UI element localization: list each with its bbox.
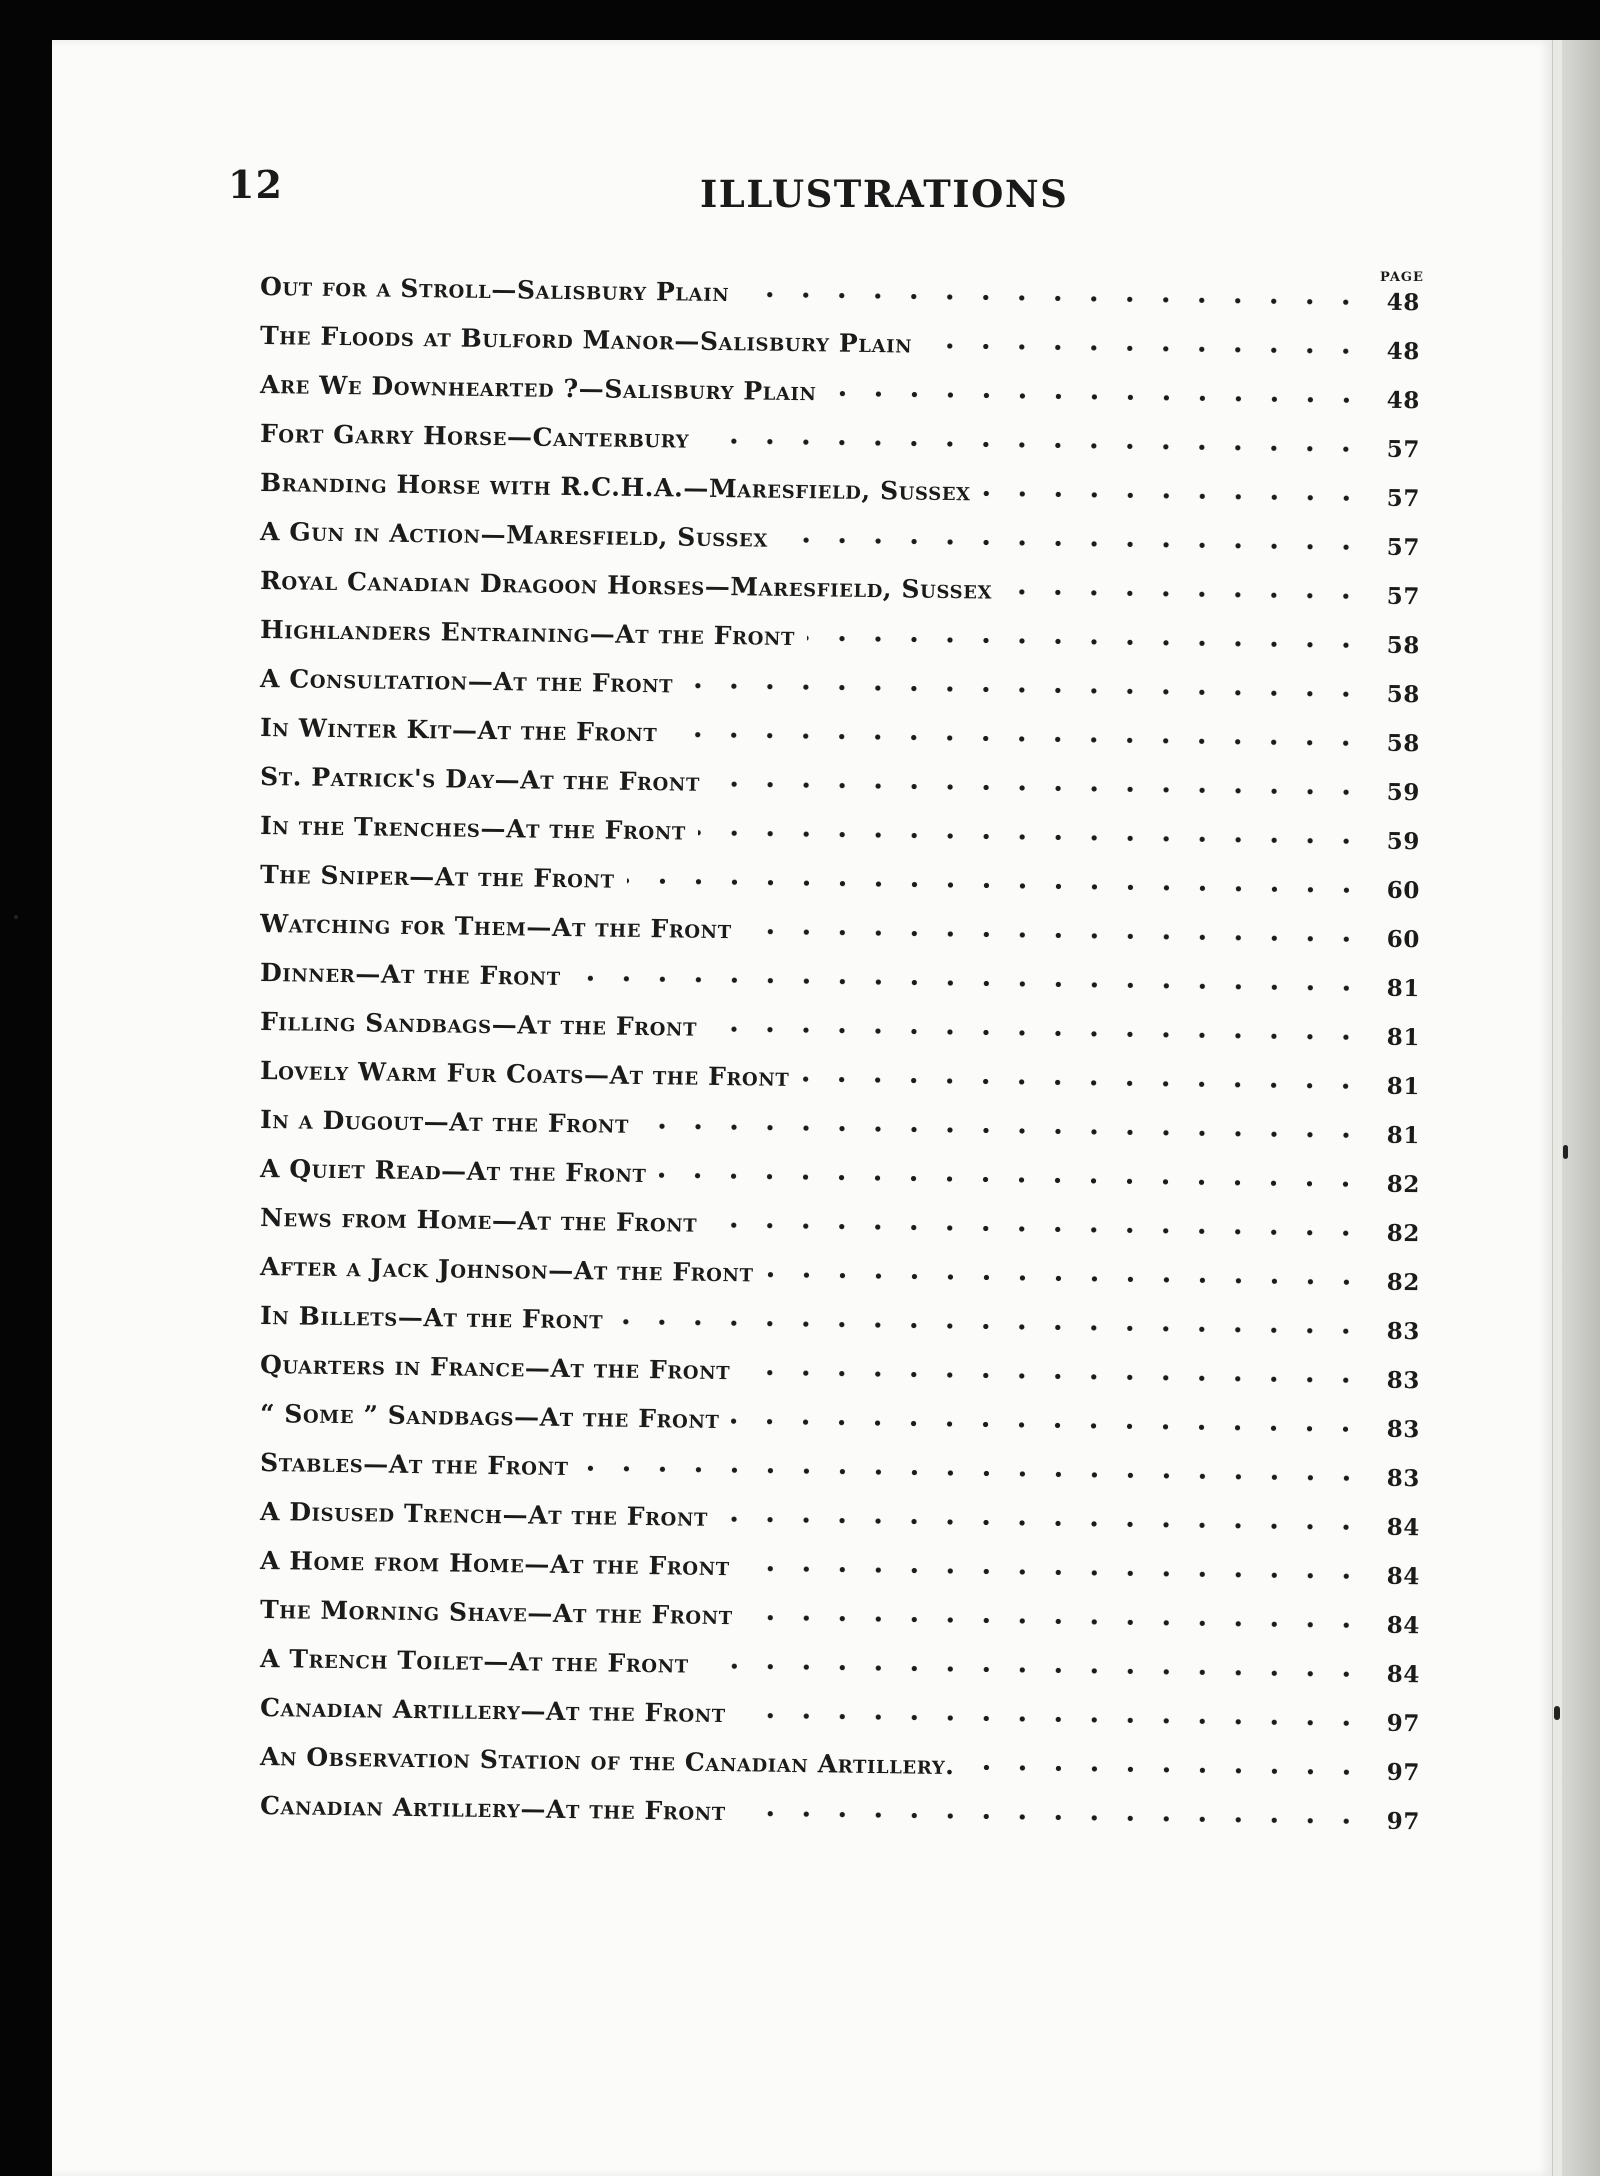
- entry-title: A Quiet Read—At the Front: [259, 1154, 647, 1189]
- entry-title: Filling Sandbags—At the Front: [259, 1007, 698, 1042]
- entry-page: 59: [1386, 778, 1421, 807]
- entry-title: “ Some ” Sandbags—At the Front: [259, 1399, 720, 1435]
- dot-leader: [615, 1319, 1364, 1335]
- entry-page: 97: [1386, 1709, 1421, 1738]
- dot-leader: [709, 1026, 1364, 1041]
- dot-leader: [741, 291, 1364, 305]
- entry-title: The Floods at Bulford Manor—Salisbury Plain: [259, 321, 913, 359]
- list-item: [260, 1399, 1420, 1454]
- dot-leader: [658, 1172, 1364, 1187]
- entry-page: 48: [1386, 386, 1421, 415]
- entry-page: 60: [1386, 925, 1421, 954]
- list-item: [260, 664, 1420, 719]
- entry-page: 58: [1386, 680, 1421, 709]
- entry-title: Canadian Artillery—At the Front: [259, 1791, 726, 1827]
- dot-leader: [1004, 589, 1364, 600]
- entry-page: 82: [1386, 1170, 1421, 1199]
- dot-leader: [712, 781, 1364, 796]
- entry-page: 97: [1386, 1807, 1421, 1836]
- list-item: [260, 1007, 1420, 1062]
- entry-page: 81: [1386, 1023, 1421, 1052]
- entry-page: 83: [1386, 1366, 1421, 1395]
- list-item: [260, 1203, 1420, 1258]
- list-item: [260, 811, 1420, 866]
- entry-title: A Consultation—At the Front: [259, 664, 674, 699]
- list-item: [260, 958, 1420, 1013]
- entry-title: In Winter Kit—At the Front: [259, 713, 658, 748]
- list-item: [260, 1644, 1420, 1699]
- dot-leader: [829, 390, 1364, 403]
- entry-title: The Morning Shave—At the Front: [259, 1595, 733, 1631]
- list-item: [260, 1595, 1420, 1650]
- dot-leader: [627, 878, 1364, 894]
- list-item: [260, 370, 1420, 425]
- entry-page: 83: [1386, 1317, 1421, 1346]
- scan-speck: [14, 915, 18, 919]
- dot-leader: [698, 830, 1364, 845]
- entry-page: 58: [1386, 631, 1421, 660]
- entry-title: In Billets—At the Front: [259, 1301, 604, 1335]
- entry-title: After a Jack Johnson—At the Front: [259, 1252, 754, 1288]
- dot-leader: [742, 1369, 1364, 1383]
- entry-page: 97: [1386, 1758, 1421, 1787]
- list-item: [260, 1497, 1420, 1552]
- dot-leader: [573, 975, 1364, 991]
- scan-speck: [1554, 1706, 1560, 1720]
- entry-page: 81: [1386, 1072, 1421, 1101]
- list-item: [260, 762, 1420, 817]
- dot-leader: [720, 1516, 1364, 1530]
- list-item: [260, 419, 1420, 474]
- entry-page: 84: [1386, 1513, 1421, 1542]
- entry-title: Branding Horse with R.C.H.A.—Maresfield, Sussex: [259, 468, 971, 507]
- list-item: [260, 321, 1420, 376]
- entry-page: 82: [1386, 1268, 1421, 1297]
- dot-leader: [709, 1222, 1364, 1237]
- list-item: [260, 1546, 1420, 1601]
- entry-title: Quarters in France—At the Front: [259, 1350, 731, 1386]
- entry-title: News from Home—At the Front: [259, 1203, 698, 1238]
- list-item: [260, 468, 1420, 523]
- list-item: [260, 1791, 1420, 1846]
- entry-title: A Gun in Action—Maresfield, Sussex: [259, 517, 769, 553]
- entry-title: A Trench Toilet—At the Front: [259, 1644, 689, 1679]
- list-item: [260, 1056, 1420, 1111]
- dot-leader: [581, 1465, 1364, 1481]
- dot-leader: [731, 1418, 1364, 1432]
- entry-page: 57: [1386, 582, 1421, 611]
- entry-title: In the Trenches—At the Front: [259, 811, 687, 846]
- list-item: [260, 1448, 1420, 1503]
- page-column-label: PAGE: [1380, 270, 1424, 285]
- entry-page: 83: [1386, 1415, 1421, 1444]
- dot-leader: [744, 928, 1364, 942]
- entry-page: 60: [1386, 876, 1421, 905]
- list-item: [260, 1742, 1420, 1797]
- entry-title: The Sniper—At the Front: [259, 860, 615, 894]
- entry-page: 82: [1386, 1219, 1421, 1248]
- list-item: [260, 1301, 1420, 1356]
- entry-page: 48: [1386, 337, 1421, 366]
- list-item: [260, 1154, 1420, 1209]
- dot-leader: [685, 683, 1364, 698]
- entry-title: Out for a Stroll—Salisbury Plain: [259, 272, 730, 308]
- dot-leader: [738, 1712, 1364, 1726]
- dot-leader: [924, 343, 1364, 355]
- list-item: [260, 1252, 1420, 1307]
- list-item: [260, 713, 1420, 768]
- entry-title: Highlanders Entraining—At the Front: [259, 615, 796, 652]
- dot-leader: [966, 1764, 1363, 1775]
- entry-page: 57: [1386, 484, 1421, 513]
- entry-page: 84: [1386, 1660, 1421, 1689]
- list-item: [260, 1105, 1420, 1160]
- entry-title: Fort Garry Horse—Canterbury: [259, 419, 690, 454]
- entry-page: 59: [1386, 827, 1421, 856]
- entry-title: Stables—At the Front: [259, 1448, 569, 1482]
- dot-leader: [701, 1663, 1364, 1678]
- list-item: [260, 860, 1420, 915]
- entry-page: 84: [1386, 1562, 1421, 1591]
- entry-title: A Home from Home—At the Front: [259, 1546, 730, 1582]
- entry-page: 57: [1386, 533, 1421, 562]
- entry-title: An Observation Station of the Canadian Artillery.: [259, 1742, 955, 1781]
- entry-page: 58: [1386, 729, 1421, 758]
- list-item: [260, 1350, 1420, 1405]
- dot-leader: [742, 1565, 1364, 1579]
- page-number: 12: [228, 162, 283, 207]
- entry-title: Royal Canadian Dragoon Horses—Maresfield, Sussex: [259, 566, 993, 605]
- entry-title: In a Dugout—At the Front: [259, 1105, 630, 1139]
- entry-page: 83: [1386, 1464, 1421, 1493]
- dot-leader: [641, 1123, 1364, 1138]
- dot-leader: [669, 731, 1364, 746]
- dot-leader: [701, 438, 1364, 453]
- dot-leader: [983, 490, 1364, 501]
- list-item: [260, 566, 1420, 621]
- dot-leader: [780, 537, 1364, 551]
- entry-title: A Disused Trench—At the Front: [259, 1497, 709, 1532]
- entry-title: St. Patrick's Day—At the Front: [259, 762, 701, 797]
- list-item: [260, 272, 1420, 327]
- dot-leader: [738, 1810, 1364, 1824]
- list-item: [260, 517, 1420, 572]
- page-title: ILLUSTRATIONS: [700, 172, 1069, 216]
- entry-title: Are We Downhearted ?—Salisbury Plain: [259, 370, 817, 407]
- entry-page: 81: [1386, 1121, 1421, 1150]
- list-item: [260, 1693, 1420, 1748]
- entry-title: Dinner—At the Front: [259, 958, 561, 991]
- scan-speck: [1563, 1145, 1568, 1159]
- entry-title: Lovely Warm Fur Coats—At the Front: [259, 1056, 790, 1092]
- dot-leader: [801, 1076, 1364, 1089]
- dot-leader: [745, 1614, 1364, 1628]
- list-item: [260, 615, 1420, 670]
- entry-page: 48: [1386, 288, 1421, 317]
- list-item: [260, 909, 1420, 964]
- entry-title: Canadian Artillery—At the Front: [259, 1693, 726, 1729]
- entry-page: 84: [1386, 1611, 1421, 1640]
- dot-leader: [807, 635, 1364, 648]
- entry-page: 81: [1386, 974, 1421, 1003]
- entry-title: Watching for Them—At the Front: [259, 909, 732, 945]
- dot-leader: [766, 1272, 1364, 1286]
- entry-page: 57: [1386, 435, 1421, 464]
